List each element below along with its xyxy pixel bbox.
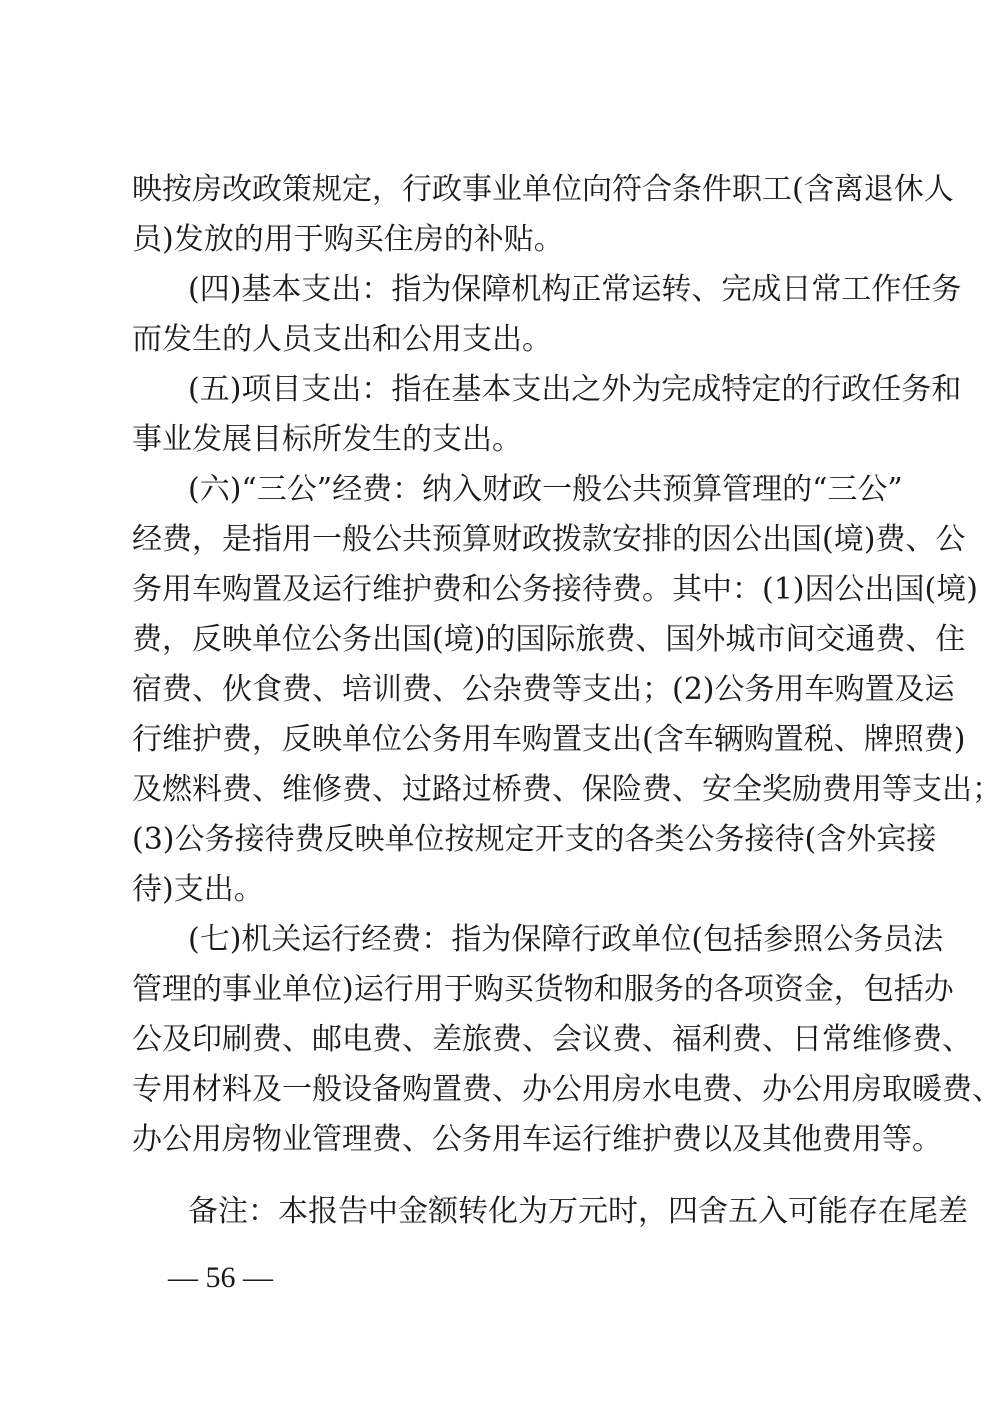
text-line: 及燃料费、维修费、过路过桥费、保险费、安全奖励费用等支出； (132, 772, 1002, 807)
remark-line: 备注：本报告中金额转化为万元时，四舍五入可能存在尾差 (188, 1194, 968, 1229)
text-line: 专用材料及一般设备购置费、办公用房水电费、办公用房取暖费、 (132, 1072, 1002, 1107)
text-line: 办公用房物业管理费、公务用车运行维护费以及其他费用等。 (132, 1122, 942, 1157)
text-line: 宿费、伙食费、培训费、公杂费等支出；(2)公务用车购置及运 (132, 672, 955, 707)
text-line: 员)发放的用于购买住房的补贴。 (132, 222, 564, 257)
text-line: (七)机关运行经费：指为保障行政单位(包括参照公务员法 (188, 922, 944, 957)
text-line: 映按房改政策规定，行政事业单位向符合条件职工(含离退休人 (132, 172, 954, 207)
text-line: 公及印刷费、邮电费、差旅费、会议费、福利费、日常维修费、 (132, 1022, 972, 1057)
text-line: (3)公务接待费反映单位按规定开支的各类公务接待(含外宾接 (132, 822, 937, 857)
text-line: 事业发展目标所发生的支出。 (132, 422, 522, 457)
text-line: (四)基本支出：指为保障机构正常运转、完成日常工作任务 (188, 272, 962, 307)
text-line: 经费，是指用一般公共预算财政拨款安排的因公出国(境)费、公 (132, 522, 966, 557)
text-line: 行维护费，反映单位公务用车购置支出(含车辆购置税、牌照费) (132, 722, 966, 757)
text-line: 待)支出。 (132, 872, 264, 907)
text-line: 费，反映单位公务出国(境)的国际旅费、国外城市间交通费、住 (132, 622, 966, 657)
text-line: 而发生的人员支出和公用支出。 (132, 322, 552, 357)
text-line: (六)“三公”经费：纳入财政一般公共预算管理的“三公” (188, 472, 903, 507)
page-number: — 56 — (168, 1261, 273, 1294)
text-line: 务用车购置及运行维护费和公务接待费。其中：(1)因公出国(境) (132, 572, 978, 607)
text-line: 管理的事业单位)运行用于购买货物和服务的各项资金，包括办 (132, 972, 954, 1007)
text-line: (五)项目支出：指在基本支出之外为完成特定的行政任务和 (188, 372, 962, 407)
